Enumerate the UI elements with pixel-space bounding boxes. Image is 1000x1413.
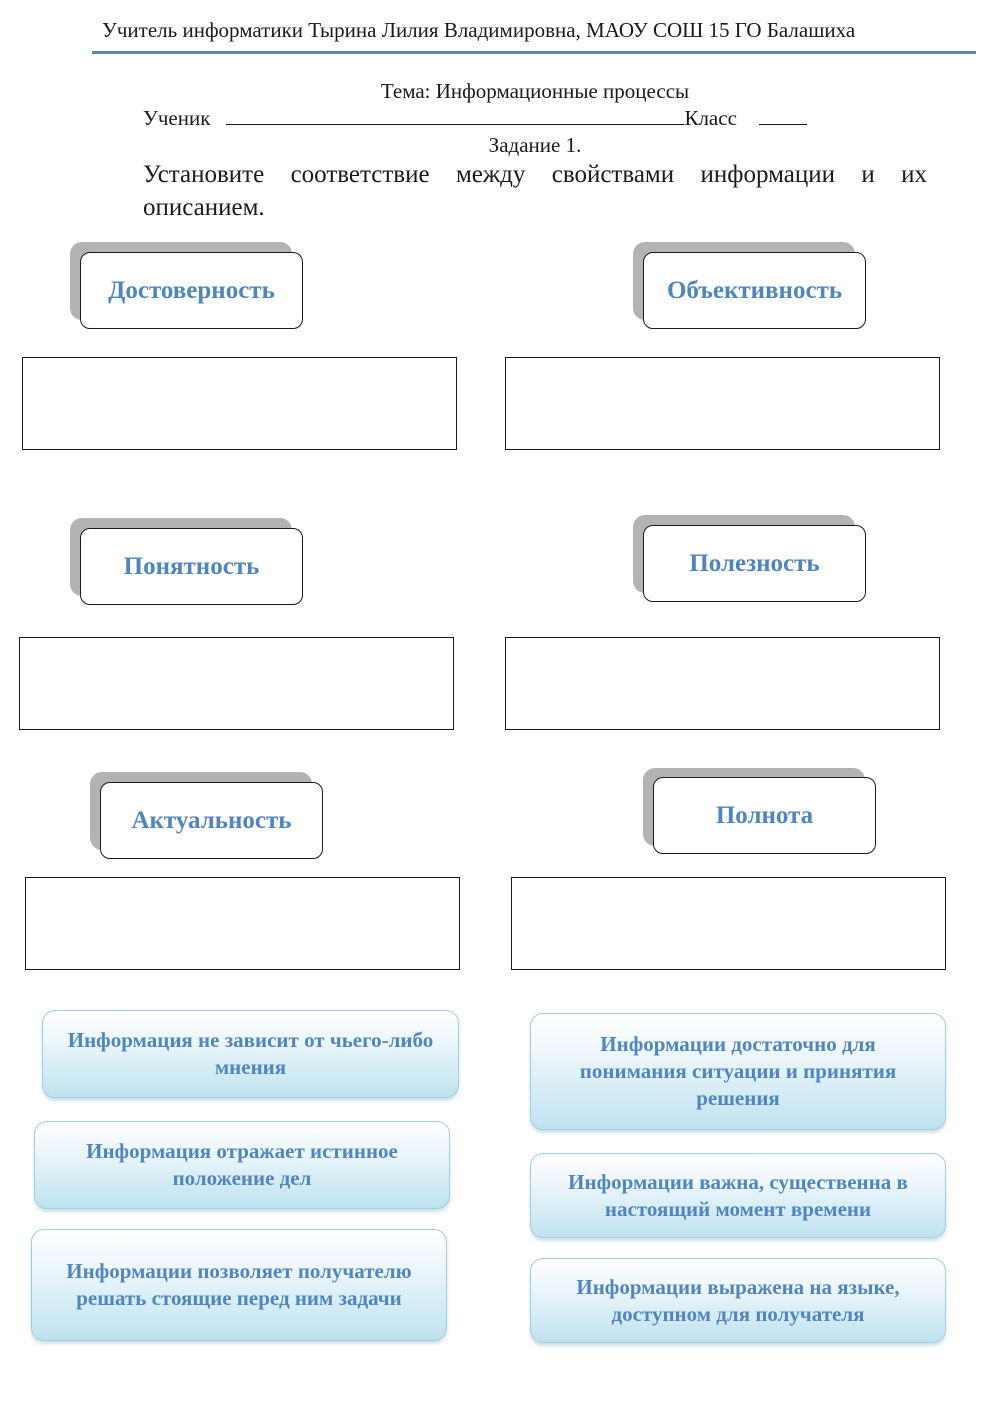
description-chip-4[interactable] — [530, 1153, 946, 1238]
description-chip-3[interactable] — [34, 1121, 450, 1209]
student-name-field[interactable] — [226, 106, 684, 125]
description-text: Информации позволяет получателю решать стоящие перед ним задачи — [66, 1259, 412, 1310]
description-text: Информация не зависит от чьего-либо мнения — [67, 1028, 434, 1079]
property-card-aktualnost[interactable]: Актуальность — [100, 782, 323, 859]
header-author: Учитель информатики Тырина Лилия Владимировна, МАОУ СОШ 15 ГО Балашиха — [102, 18, 856, 42]
class-field[interactable] — [759, 106, 807, 125]
description-text: Информации важна, существенна в настоящий момент времени — [568, 1169, 908, 1221]
description-text: Информации достаточно для понимания ситуации и принятия решения — [579, 1032, 897, 1110]
property-card-obektivnost[interactable]: Объективность — [643, 252, 866, 329]
topic-title: Тема: Информационные процессы — [380, 79, 690, 103]
answer-drop-zone-1[interactable] — [22, 357, 457, 450]
description-chip-2[interactable] — [530, 1013, 946, 1130]
property-card-polnota[interactable]: Полнота — [653, 777, 876, 854]
description-chip-1[interactable] — [42, 1010, 459, 1098]
answer-drop-zone-3[interactable] — [19, 637, 454, 730]
property-card-ponyatnost[interactable]: Понятность — [80, 528, 303, 605]
description-text: Информация отражает истинное положение дел — [86, 1139, 398, 1190]
header-rule — [92, 51, 976, 54]
description-chip-5[interactable] — [31, 1229, 447, 1341]
student-row — [143, 106, 807, 131]
class-label: Класс — [684, 106, 737, 130]
task-number: Задание 1. — [488, 133, 582, 157]
student-label: Ученик — [143, 106, 211, 130]
answer-drop-zone-2[interactable] — [505, 357, 940, 450]
property-card-poleznost[interactable]: Полезность — [643, 525, 866, 602]
description-text: Информации выражена на языке, доступном для получателя — [576, 1274, 900, 1326]
property-card-dostovernost[interactable]: Достоверность — [80, 252, 303, 329]
answer-drop-zone-6[interactable] — [511, 877, 946, 970]
description-chip-6[interactable] — [530, 1258, 946, 1343]
answer-drop-zone-4[interactable] — [505, 637, 940, 730]
task-instruction: Установите соответствие между свойствами информации и их описанием. — [143, 161, 927, 221]
answer-drop-zone-5[interactable] — [25, 877, 460, 970]
